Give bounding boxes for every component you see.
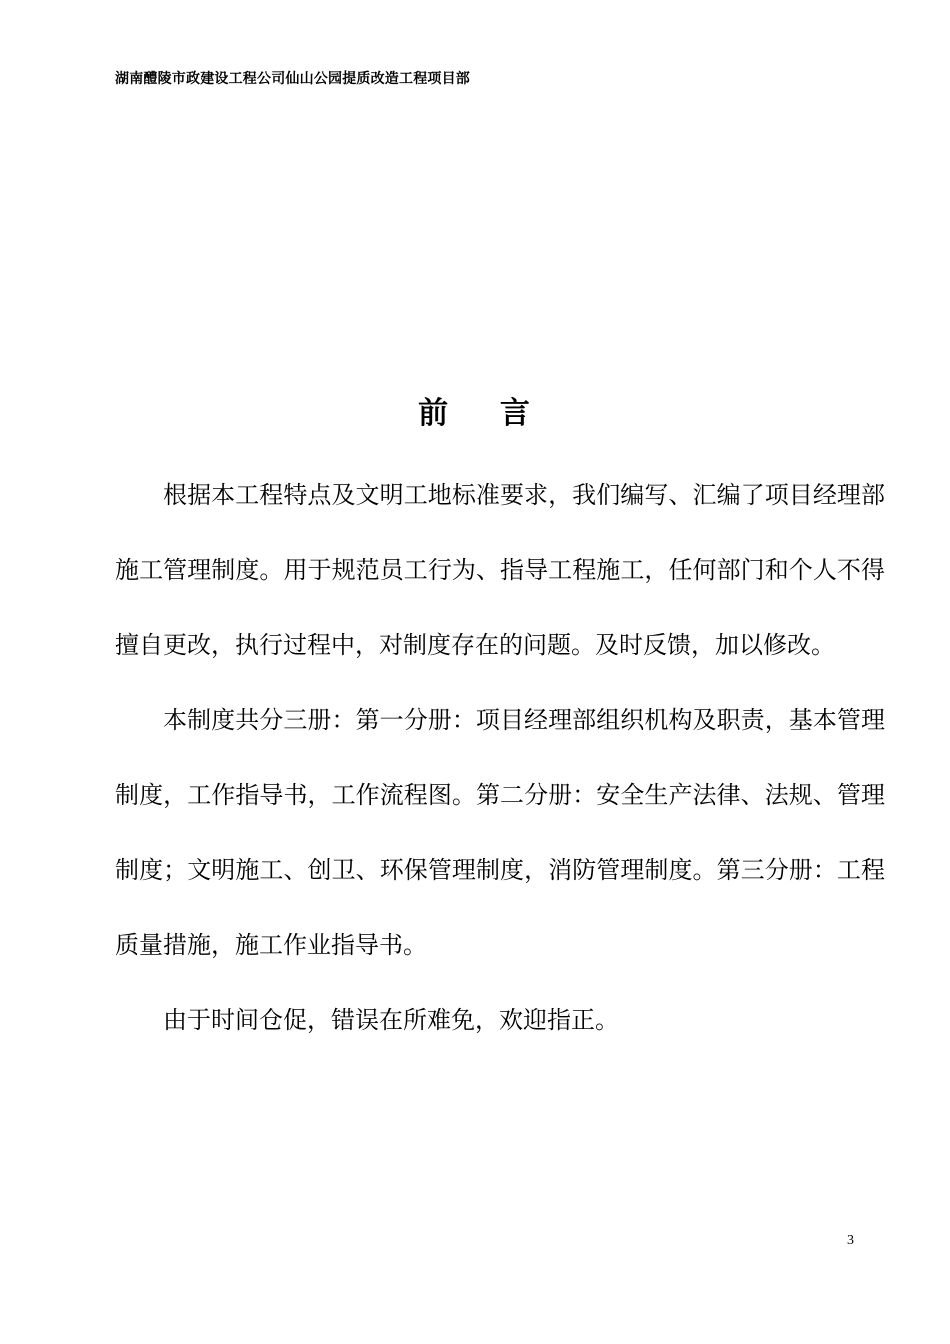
page-header: 湖南醴陵市政建设工程公司仙山公园提质改造工程项目部 — [115, 71, 470, 87]
body-text — [115, 458, 885, 1058]
page-number: 3 — [847, 1233, 854, 1248]
paragraph-volumes: 本制度共分三册：第一分册：项目经理部组织机构及职责，基本管理制度，工作指导书，工作流程图。第二分册：安全生产法律、法规、管理制度；文明施工、创卫、环保管理制度，消防管理制度。第三分册：工程质量措施，施工作业指导书。 — [115, 706, 885, 959]
paragraph-closing: 由于时间仓促，错误在所难免，欢迎指正。 — [163, 1006, 619, 1034]
paragraph-intro: 根据本工程特点及文明工地标准要求，我们编写、汇编了项目经理部施工管理制度。用于规范员工行为、指导工程施工，任何部门和个人不得擅自更改，执行过程中，对制度存在的问题。及时反馈，加以修改。 — [115, 481, 885, 659]
section-title: 前 言 — [418, 396, 532, 431]
